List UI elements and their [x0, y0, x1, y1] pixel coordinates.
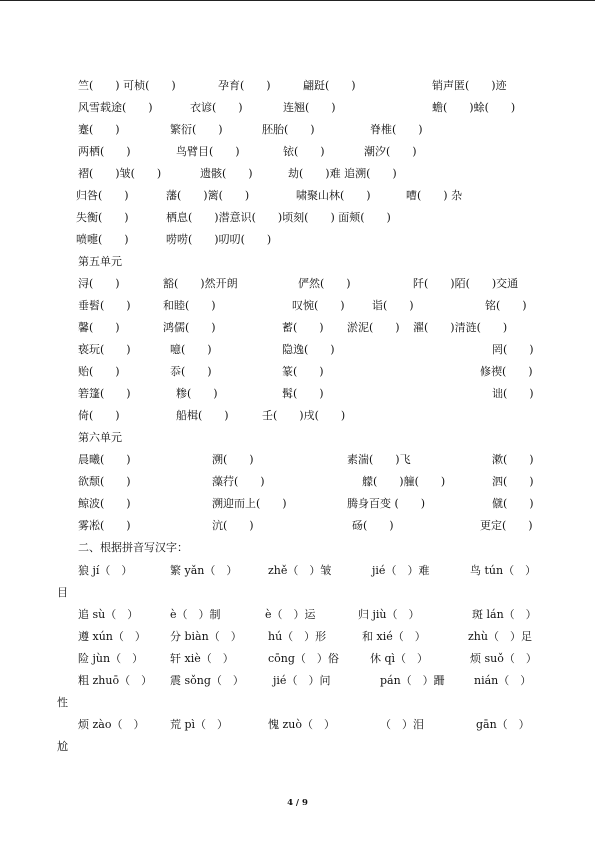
- pinyin-item: zhě（ ）皱: [268, 564, 332, 577]
- text-line: [0, 495, 595, 513]
- word-item: 诎( ): [492, 387, 534, 400]
- word-item: 淤泥( ): [347, 321, 400, 334]
- word-item: 劫( )难 追溯( ): [288, 167, 397, 180]
- text-line: [0, 275, 595, 293]
- word-item: 铭( ): [485, 299, 527, 312]
- word-item: 箬篷( ): [78, 387, 131, 400]
- word-item: 唠唠( )叨叨( ): [166, 233, 272, 246]
- pinyin-item: 遵 xún（ ）: [78, 630, 146, 643]
- word-item: 脊椎( ): [370, 123, 423, 136]
- pinyin-item: zhù（ ）足: [468, 630, 532, 643]
- word-item: 嘈( ) 杂: [406, 189, 463, 202]
- pinyin-item: 和 xié（ ）: [362, 630, 426, 643]
- word-item: 倚( ): [78, 409, 120, 422]
- word-item: 豁( )然开朗: [163, 277, 238, 290]
- text-line: [0, 517, 595, 535]
- word-item: 贻( ): [78, 365, 120, 378]
- text-line: [0, 341, 595, 359]
- text-line: [0, 716, 595, 734]
- word-item: 竺( ) 可桢( ): [78, 79, 176, 92]
- word-item: 亵玩( ): [78, 343, 131, 356]
- pinyin-item: 轩 xiè（ ）: [170, 652, 234, 665]
- text-line: [0, 738, 595, 756]
- text-line: [0, 363, 595, 381]
- word-item: 壬( )戌( ): [262, 409, 346, 422]
- pinyin-item: 烦 suǒ（ ）: [470, 652, 537, 665]
- word-item: 藻荇( ): [212, 475, 265, 488]
- pinyin-item: 分 biàn（ ）: [170, 630, 242, 643]
- word-item: 遗骸( ): [200, 167, 253, 180]
- word-item: 垂髫( ): [78, 299, 131, 312]
- word-item: 隐逸( ): [282, 343, 335, 356]
- pinyin-item: 震 sǒng（ ）: [170, 674, 244, 687]
- word-item: 砀( ): [352, 519, 394, 532]
- text-line: [0, 562, 595, 580]
- pinyin-item: 粗 zhuō（ ）: [78, 674, 153, 687]
- pinyin-item: 险 jùn（ ）: [78, 652, 144, 665]
- word-item: 铱( ): [283, 145, 325, 158]
- text-line: [0, 672, 595, 690]
- word-item: 溯迎而上( ): [212, 497, 287, 510]
- text-line: [0, 385, 595, 403]
- word-item: 繁衍( ): [170, 123, 223, 136]
- word-item: 髯( ): [282, 387, 324, 400]
- section-heading-2: [0, 539, 595, 557]
- word-item: 更定( ): [480, 519, 533, 532]
- pinyin-item: 追 sù（ ）: [78, 608, 139, 621]
- word-item: 素湍( )飞: [347, 453, 411, 466]
- word-item: 蟾( )蜍( ): [432, 101, 516, 114]
- word-item: 浔( ): [78, 277, 120, 290]
- text-line: [0, 694, 595, 712]
- pinyin-item: 愧 zuò（ ）: [268, 718, 335, 731]
- word-item: 馨( ): [78, 321, 120, 334]
- word-item: 藩( )篱( ): [166, 189, 250, 202]
- pinyin-item: jié（ ）难: [372, 564, 430, 577]
- word-item: 忝( ): [170, 365, 212, 378]
- word-item: 栖息( )潜意识( )顷刻( ) 面颊( ): [166, 211, 391, 224]
- pinyin-item: gān（ ）: [476, 718, 530, 731]
- word-item: 晨曦( ): [78, 453, 131, 466]
- word-item: 修禊( ): [480, 365, 533, 378]
- text-line: [0, 407, 595, 425]
- text-line: [0, 165, 595, 183]
- pinyin-item: 狼 jí（ ）: [78, 564, 133, 577]
- word-item: 艨( )艟( ): [362, 475, 446, 488]
- word-item: 船楫( ): [176, 409, 229, 422]
- pinyin-item: 荒 pì（ ）: [170, 718, 229, 731]
- word-item: 归咎( ): [76, 189, 129, 202]
- word-item: 啸聚山林( ): [296, 189, 371, 202]
- text-line: [0, 650, 595, 668]
- text-line: [0, 231, 595, 249]
- word-item: 两栖( ): [78, 145, 131, 158]
- pinyin-item: pán（ ）跚: [380, 674, 445, 687]
- pinyin-item: è（ ）运: [265, 608, 316, 621]
- word-item: 泗( ): [492, 475, 534, 488]
- text-line: [0, 473, 595, 491]
- text-line: [0, 121, 595, 139]
- text-line: [0, 187, 595, 205]
- word-item: 俨然( ): [298, 277, 351, 290]
- pinyin-item: nián（ ）: [474, 674, 532, 687]
- text-line: [0, 584, 595, 602]
- word-item: 诣( ): [372, 299, 414, 312]
- word-item: 胚胎( ): [262, 123, 315, 136]
- pinyin-item: jié（ ）问: [273, 674, 331, 687]
- pinyin-item: cōng（ ）俗: [268, 652, 339, 665]
- pinyin-item: （ ）泪: [380, 718, 424, 731]
- word-item: 销声匿( )迹: [432, 79, 507, 92]
- word-item: 蹇( ): [78, 123, 120, 136]
- word-item: 鸟臂目( ): [176, 145, 240, 158]
- word-item: 失衡( ): [76, 211, 129, 224]
- word-item: 欲颓( ): [78, 475, 131, 488]
- unit6-title: 第六单元: [78, 431, 122, 444]
- pinyin-item: 鸟 tún（ ）: [470, 564, 537, 577]
- word-item: 衣谚( ): [190, 101, 243, 114]
- text-line: [0, 99, 595, 117]
- pinyin-continuation: 性: [57, 696, 68, 709]
- word-item: 风雪载途( ): [78, 101, 153, 114]
- section2-title: 二、根据拼音写汉字：: [78, 541, 188, 554]
- pinyin-item: è（ ）制: [170, 608, 221, 621]
- pinyin-item: 烦 zào（ ）: [78, 718, 145, 731]
- text-line: [0, 143, 595, 161]
- word-item: 雾凇( ): [78, 519, 131, 532]
- text-line: [0, 209, 595, 227]
- word-item: 腾身百变 ( ): [347, 497, 426, 510]
- word-item: 喷嚏( ): [76, 233, 129, 246]
- word-item: 蓄( ): [282, 321, 324, 334]
- pinyin-item: 繁 yǎn（ ）: [170, 564, 238, 577]
- word-item: 叹惋( ): [292, 299, 345, 312]
- word-item: 溯( ): [212, 453, 254, 466]
- word-item: 鸿儒( ): [163, 321, 216, 334]
- text-line: [0, 606, 595, 624]
- word-item: 鲸波( ): [78, 497, 131, 510]
- word-item: 连翘( ): [283, 101, 336, 114]
- pinyin-item: hú（ ）形: [268, 630, 327, 643]
- pinyin-item: 斑 lán（ ）: [472, 608, 537, 621]
- page-number: 4 / 9: [287, 798, 308, 808]
- word-item: 沆( ): [212, 519, 254, 532]
- text-line: [0, 451, 595, 469]
- word-item: 僦( ): [492, 497, 534, 510]
- word-item: 阡( )陌( )交通: [413, 277, 519, 290]
- word-item: 罔( ): [492, 343, 534, 356]
- word-item: 潮汐( ): [364, 145, 417, 158]
- pinyin-item: 归 jiù（ ）: [358, 608, 420, 621]
- word-item: 漱( ): [492, 453, 534, 466]
- text-line: [0, 297, 595, 315]
- section-heading-unit5: [0, 253, 595, 271]
- text-line: [0, 628, 595, 646]
- word-item: 濯( )清涟( ): [413, 321, 508, 334]
- word-item: 糁( ): [176, 387, 218, 400]
- pinyin-continuation: 目: [57, 586, 68, 599]
- top-border: [0, 0, 595, 1]
- text-line: [0, 319, 595, 337]
- word-item: 篆( ): [282, 365, 324, 378]
- word-item: 噫( ): [170, 343, 212, 356]
- word-item: 和睦( ): [163, 299, 216, 312]
- word-item: 孕育( ): [218, 79, 271, 92]
- text-line: [0, 77, 595, 95]
- pinyin-item: 休 qì（ ）: [370, 652, 429, 665]
- word-item: 翩跹( ): [303, 79, 356, 92]
- pinyin-continuation: 尬: [57, 740, 68, 753]
- word-item: 褶( )皱( ): [78, 167, 162, 180]
- unit5-title: 第五单元: [78, 255, 122, 268]
- section-heading-unit6: [0, 429, 595, 447]
